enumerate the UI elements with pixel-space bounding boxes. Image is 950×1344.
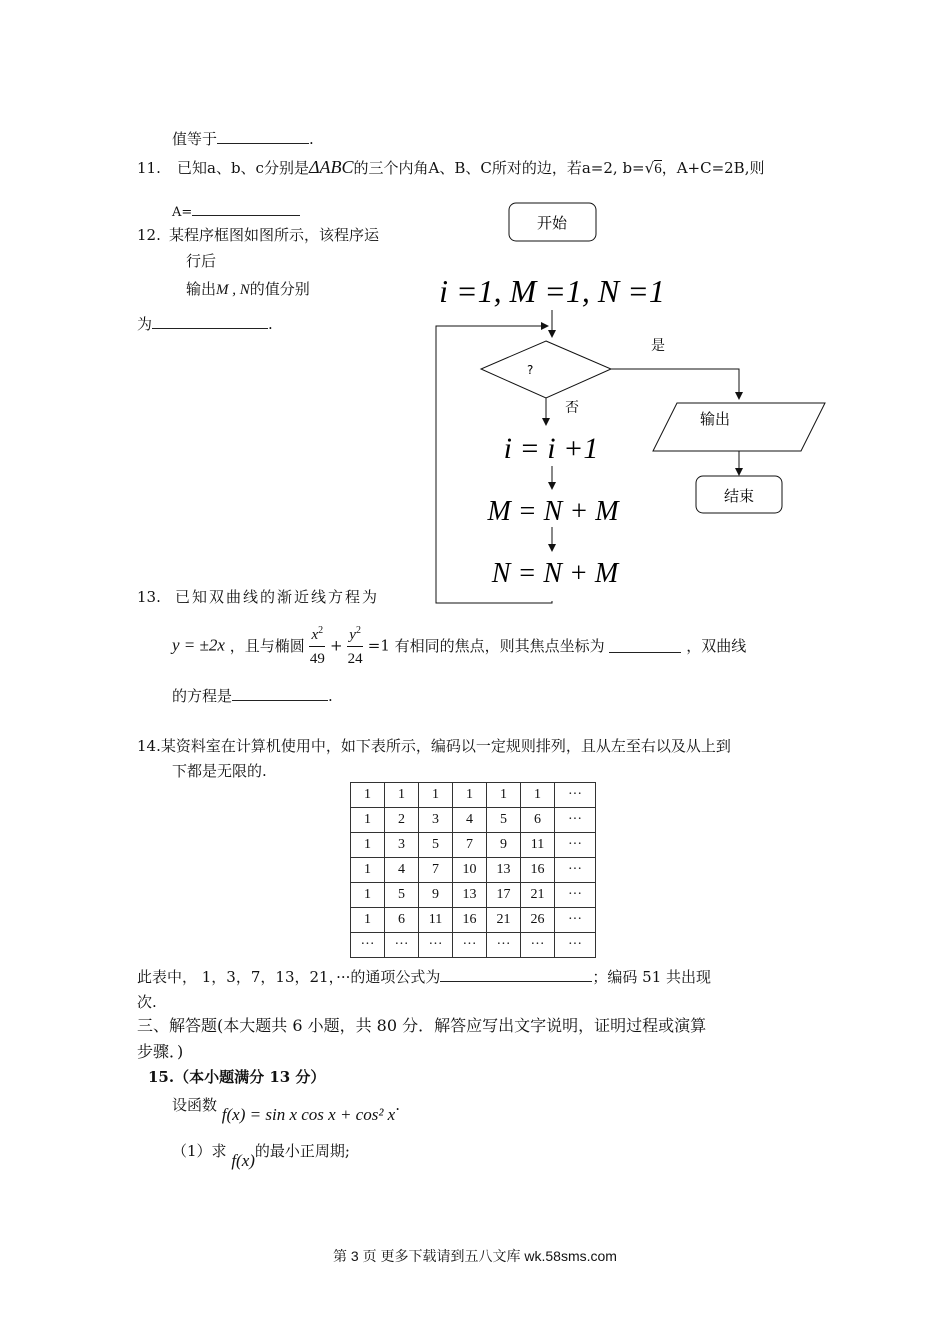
table-row: ··· ··· ··· ··· ··· ··· ··· <box>351 933 596 958</box>
no-label: 否 <box>565 400 579 416</box>
q13-line2: y = ±2x ，且与椭圆 $\frac{x^2}{49}$ + $\frac{y^2}{24}$ =1 有相同的焦点，则其焦点坐标为 ，双曲线 <box>172 620 746 672</box>
start-label: 开始 <box>536 214 568 232</box>
ellipse-x-term: $\frac{x^2}{49}$ <box>309 620 325 671</box>
q12-line2: 行后 <box>186 252 217 270</box>
step2-label: M = N + M <box>487 496 619 527</box>
page-footer: 第 3 页 更多下载请到五八文库 wk.58sms.com <box>333 1248 617 1264</box>
q15-part1: （1）求 f(x)的最小正周期; <box>172 1142 350 1170</box>
q14-line1: 14.某资料室在计算机使用中，如下表所示，编码以一定规则排列，且从左至右以及从上到 <box>137 737 731 755</box>
arrow-yes <box>611 369 739 398</box>
flowchart <box>0 0 950 620</box>
section3-line1: 三、解答题(本大题共 6 小题，共 80 分．解答应写出文字说明，证明过程或演算 <box>137 1016 707 1035</box>
q13-line1: 13. 已知双曲线的渐近线方程为 <box>137 588 380 606</box>
output-box <box>653 403 825 451</box>
end-label: 结束 <box>723 487 755 505</box>
table-row: 1 1 1 1 1 1 ··· <box>351 783 596 808</box>
q15-title: 15.（本小题满分 13 分） <box>148 1068 326 1086</box>
q12-line1: 12. 某程序框图如图所示，该程序运 <box>137 226 380 244</box>
step1-label: i = i +1 <box>503 432 599 465</box>
output-label: 输出 <box>699 410 731 428</box>
table-row: 1 3 5 7 9 11 ··· <box>351 833 596 858</box>
ellipse-y-term: $\frac{y^2}{24}$ <box>347 620 363 671</box>
yes-label: 是 <box>651 338 665 354</box>
q15-setup: 设函数 f(x) = sin x cos x + cos² x. <box>172 1096 401 1124</box>
table-row: 1 4 7 10 13 16 ··· <box>351 858 596 883</box>
code-table <box>350 782 596 958</box>
q12-line3: 输出M , N的值分别 <box>186 280 310 298</box>
section3-line2: 步骤．) <box>137 1042 184 1061</box>
q11-answer: A= <box>172 205 300 220</box>
table-row: 1 6 11 16 21 26 ··· <box>351 908 596 933</box>
q14-tail: 此表中， 1，3，7，13，21，···的通项公式为 ；编码 51 共出现 <box>137 968 712 986</box>
init-label: i =1, M =1, N =1 <box>439 273 665 309</box>
q14-tail-2: 次. <box>137 993 157 1011</box>
cond-diamond <box>481 341 611 398</box>
q11-line: 11. 已知a、b、c分别是ΔABC的三个内角A、B、C所对的边，若a=2, b=√6，A+C=2B,则 <box>137 157 765 177</box>
table-row: 1 2 3 4 5 6 ··· <box>351 808 596 833</box>
cond-label: ? <box>527 363 534 377</box>
q14-line2: 下都是无限的. <box>172 762 267 780</box>
q10-tail: 值等于 . <box>172 130 314 148</box>
step3-label: N = N + M <box>491 558 619 589</box>
q12-line4: 为 . <box>137 315 273 333</box>
q13-line3: 的方程是 . <box>172 687 333 705</box>
table-row: 1 5 9 13 17 21 ··· <box>351 883 596 908</box>
